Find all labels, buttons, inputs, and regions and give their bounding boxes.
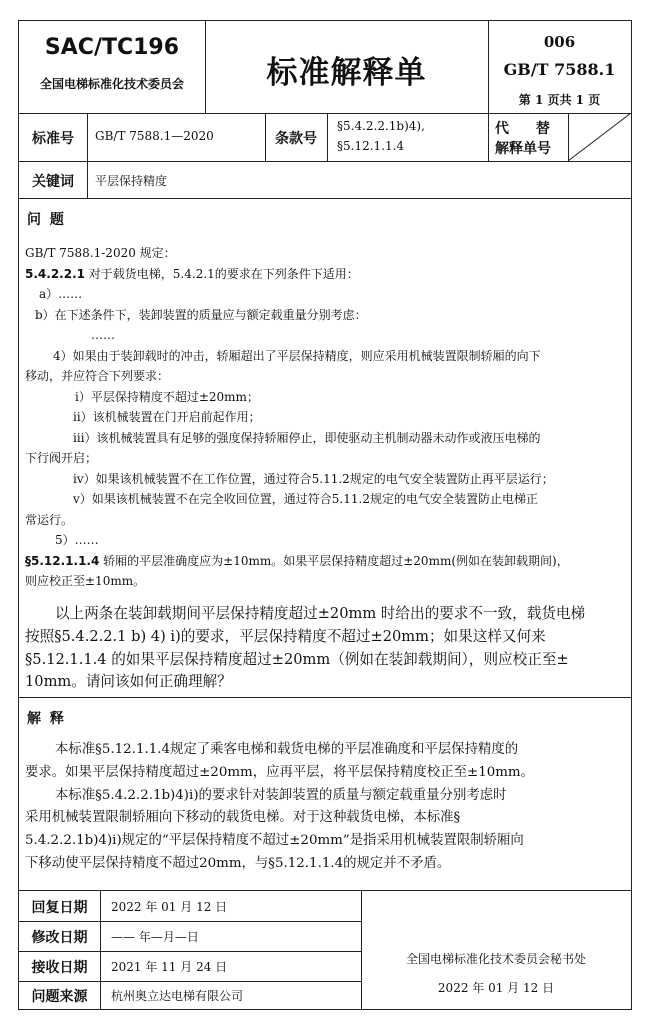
question-line: a）…… [39,287,83,301]
std-code: GB/T 7588.1 [503,60,616,79]
interpretation-sheet [18,20,632,1010]
question-clause-line: 5.4.2.2.1 对于载货电梯，5.4.2.1的要求在下列条件下适用： [25,266,359,281]
question-line: b）在下述条件下，装卸装置的质量应与额定载重量分别考虑： [35,307,367,322]
receive-date-value: 2021 年 11 月 24 日 [111,960,228,974]
question-line: ⅴ）如果该机械装置不在完全收回位置，通过符合5.11.2规定的电气安全装置防止电梯正 [73,492,538,506]
keyword-value: 平层保持精度 [95,174,168,188]
question-line: 常运行。 [25,512,74,527]
header-divider [19,113,631,114]
answer-divider [19,890,631,891]
page-title: 标准解释单 [266,55,427,91]
question-source-value: 杭州奥立达电梯有限公司 [111,989,244,1003]
doc-number: 006 [543,33,576,51]
summary-line: 按照§5.4.2.2.1 b) 4) i)的要求，平层保持精度不超过±20mm；如果这样又何来 [25,627,546,645]
footer-row-divider-1 [19,921,361,922]
answer-text [25,739,625,876]
question-line: 4）如果由于装卸载时的冲击，轿厢超出了平层保持精度，则应采用机械装置限制轿厢的向下 [53,348,541,363]
question-line: 下行阀开启； [25,451,98,465]
revise-date-label: 修改日期 [31,930,88,946]
question-line: 则应校正至±10mm。 [25,574,146,588]
replace-label-line1: 代 替 [495,121,550,137]
reply-date-value: 2022 年 01 月 12 日 [111,900,228,914]
answer-line: 本标准§5.4.2.2.1b)4)i)的要求针对装卸装置的质量与额定载重量分别考虑时 [55,787,507,803]
question-clause-line: §5.12.1.1.4 轿厢的平层准确度应为±10mm。如果平层保持精度超过±20mm(例如在装卸载期间)， [25,553,569,568]
summary-line: 10mm。请问该如何正确理解？ [25,673,232,691]
empty-cell-diagonal [568,113,631,161]
question-line: …… [91,328,115,342]
question-line: ⅳ）如果该机械装置不在工作位置，通过符合5.11.2规定的电气安全装置防止再平层运行； [73,471,554,486]
info-col-divider-3 [327,113,328,161]
clause-value-line2: §5.12.1.1.4 [337,139,405,153]
clause-value-line1: §5.4.2.2.1b)4), [337,119,425,133]
question-source-label: 问题来源 [31,989,88,1005]
footer-row-divider-3 [19,981,361,982]
answer-heading: 解 释 [27,711,66,727]
answer-line: 采用机械装置限制轿厢向下移动的载货电梯。对于这种载货电梯，本标准§ [25,810,461,826]
summary-line: §5.12.1.1.4 的如果平层保持精度超过±20mm（例如在装卸载期间），则应校正至± [25,650,569,668]
question-line: 移动，并应符合下列要求： [25,369,170,383]
keyword-label: 关键词 [32,174,74,190]
question-line: GB/T 7588.1-2020 规定： [25,246,176,260]
answer-line: 本标准§5.12.1.1.4规定了乘客电梯和载货电梯的平层准确度和平层保持精度的 [55,742,519,757]
clause-label: 条款号 [275,131,317,147]
org-code: SAC/TC196 [44,35,180,60]
page-info: 第 1 页共 1 页 [518,93,601,107]
answer-line: 要求。如果平层保持精度超过±20mm，应再平层，将平层保持精度校正至±10mm。 [25,764,535,780]
std-value: GB/T 7588.1—2020 [95,129,214,143]
answer-line: 下移动使平层保持精度不超过20mm，与§5.12.1.1.4的规定并不矛盾。 [25,855,451,871]
question-line: 5）…… [55,533,99,547]
info-divider [19,161,631,162]
org-name: 全国电梯标准化技术委员会 [39,77,184,91]
info-col-divider-4 [488,113,489,161]
clause-number: 5.4.2.2.1 [25,266,85,281]
replace-label-line2: 解释单号 [495,141,551,157]
question-line: ⅲ）该机械装置具有足够的强度保持轿厢停止，即使驱动主机制动器未动作或液压电梯的 [73,430,541,445]
keyword-divider [19,198,631,199]
info-col-divider-1 [87,113,88,198]
question-heading: 问 题 [27,212,66,228]
revise-date-value: —— 年—月—日 [111,930,199,944]
question-text [25,243,625,592]
sign-date: 2022 年 01 月 12 日 [437,981,555,995]
summary-line: 以上两条在装卸载期间平层保持精度超过±20mm 时给出的要求不一致，载货电梯 [55,605,586,622]
secretariat-name: 全国电梯标准化技术委员会秘书处 [405,952,586,966]
footer-col-divider-1 [100,890,101,1009]
clause-number: §5.12.1.1.4 [25,553,100,568]
footer-row-divider-2 [19,951,361,952]
receive-date-label: 接收日期 [31,960,88,976]
question-line: ⅰ）平层保持精度不超过±20mm； [75,389,259,404]
question-summary [25,603,625,694]
question-divider [19,697,631,698]
std-label: 标准号 [32,131,74,147]
question-line: ⅱ）该机械装置在门开启前起作用； [73,410,261,424]
answer-line: 5.4.2.2.1b)4)i)规定的“平层保持精度不超过±20mm”是指采用机械装置限制轿厢向 [25,833,524,849]
reply-date-label: 回复日期 [31,900,88,916]
